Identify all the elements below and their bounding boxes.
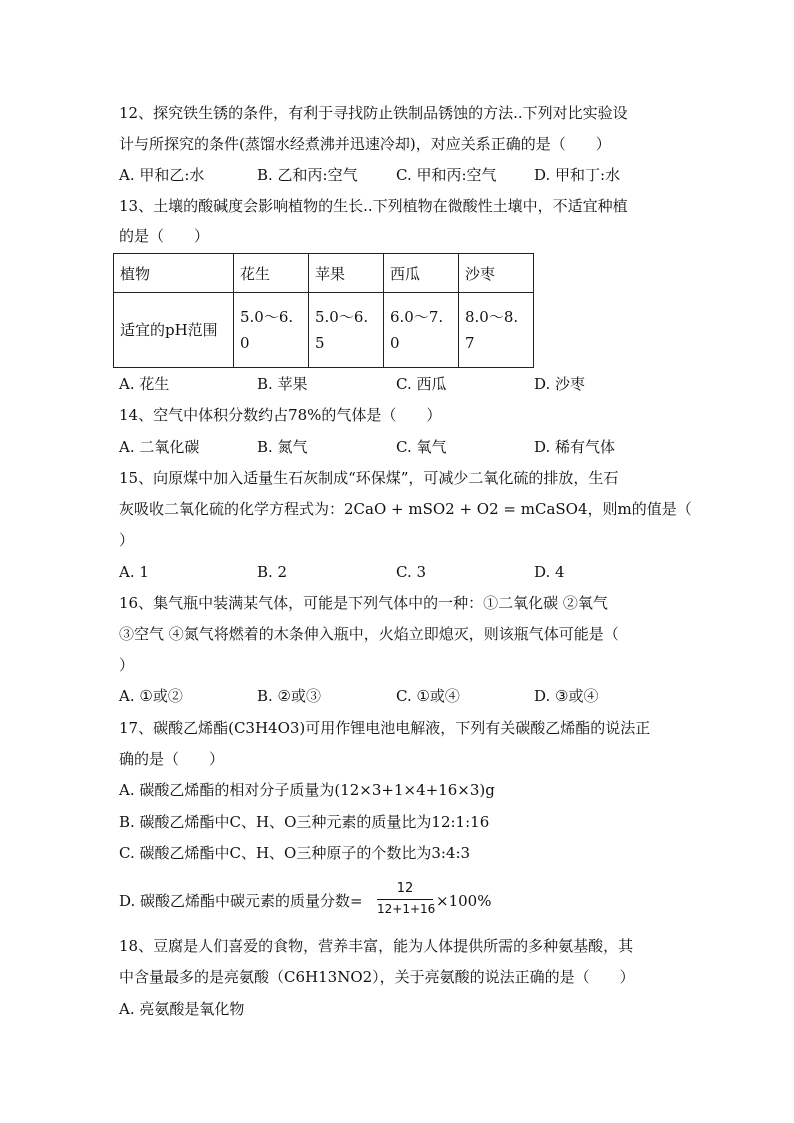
fraction-numerator: 12 xyxy=(396,881,414,896)
q15-stem-line1: 15、向原煤中加入适量生石灰制成“环保煤”，可减少二氧化硫的排放，生石 xyxy=(119,469,619,487)
ph-table-header-cell: 花生 xyxy=(234,254,309,293)
q13-option-a: A. 花生 xyxy=(119,375,170,393)
q17-option-a: A. 碳酸乙烯酯的相对分子质量为(12×3+1×4+16×3)g xyxy=(119,781,495,799)
q12-option-d: D. 甲和丁:水 xyxy=(534,166,621,184)
q14-stem: 14、空气中体积分数约占78%的气体是（ ） xyxy=(119,406,442,424)
q13-option-c: C. 西瓜 xyxy=(396,375,447,393)
q15-option-a: A. 1 xyxy=(119,563,149,581)
ph-table-cell: 8.0～8. 7 xyxy=(459,293,534,368)
q15-stem-line3: ） xyxy=(119,531,135,549)
q17-stem-line2: 确的是（ ） xyxy=(119,750,225,768)
q17-option-d-suffix: ×100% xyxy=(436,892,492,910)
q17-option-d-prefix: D. 碳酸乙烯酯中碳元素的质量分数= xyxy=(119,892,363,910)
ph-table-cell: 5.0～6. 0 xyxy=(234,293,309,368)
q18-option-a: A. 亮氨酸是氧化物 xyxy=(119,1000,245,1018)
q12-stem-line2: 计与所探究的条件(蒸馏水经煮沸并迅速冷却)，对应关系正确的是（ ） xyxy=(119,135,611,153)
ph-table-row-label: 适宜的pH范围 xyxy=(114,293,234,368)
q13-option-b: B. 苹果 xyxy=(257,375,308,393)
ph-table-cell: 6.0～7. 0 xyxy=(384,293,459,368)
ph-table-data-row xyxy=(114,293,534,368)
q14-option-b: B. 氮气 xyxy=(257,438,308,456)
q18-stem-line2: 中含量最多的是亮氨酸（C6H13NO2），关于亮氨酸的说法正确的是（ ） xyxy=(119,968,635,986)
ph-table-header-cell: 西瓜 xyxy=(384,254,459,293)
ph-table-cell: 5.0～6. 5 xyxy=(309,293,384,368)
q13-stem-line1: 13、土壤的酸碱度会影响植物的生长..下列植物在微酸性土壤中，不适宜种植 xyxy=(119,197,628,215)
q14-option-a: A. 二氧化碳 xyxy=(119,438,200,456)
q17-option-d-fraction xyxy=(377,880,436,917)
q16-stem-line2: ③空气 ④氮气将燃着的木条伸入瓶中，火焰立即熄灭，则该瓶气体可能是（ xyxy=(119,625,619,643)
q13-stem-line2: 的是（ ） xyxy=(119,227,210,245)
q12-option-b: B. 乙和丙:空气 xyxy=(257,166,358,184)
q17-option-b: B. 碳酸乙烯酯中C、H、O三种元素的质量比为12:1:16 xyxy=(119,813,490,831)
q16-option-a: A. ①或② xyxy=(119,687,183,705)
q15-option-d: D. 4 xyxy=(534,563,565,581)
q15-option-c: C. 3 xyxy=(396,563,427,581)
q17-stem-line1: 17、碳酸乙烯酯(C3H4O3)可用作锂电池电解液，下列有关碳酸乙烯酯的说法正 xyxy=(119,719,651,737)
fraction-denominator: 12+1+16 xyxy=(377,902,436,916)
ph-table-header-cell: 沙枣 xyxy=(459,254,534,293)
q16-option-c: C. ①或④ xyxy=(396,687,460,705)
q17-option-c: C. 碳酸乙烯酯中C、H、O三种原子的个数比为3:4:3 xyxy=(119,844,471,862)
ph-table xyxy=(113,253,534,368)
ph-table-header-row xyxy=(114,254,534,293)
ph-table-header-cell: 苹果 xyxy=(309,254,384,293)
q12-stem-line1: 12、探究铁生锈的条件，有利于寻找防止铁制品锈蚀的方法..下列对比实验设 xyxy=(119,104,628,122)
q16-stem-line1: 16、集气瓶中装满某气体，可能是下列气体中的一种：①二氧化碳 ②氧气 xyxy=(119,594,608,612)
q14-option-d: D. 稀有气体 xyxy=(534,438,616,456)
q12-option-c: C. 甲和丙:空气 xyxy=(396,166,497,184)
fraction-bar xyxy=(377,899,433,900)
q16-option-d: D. ③或④ xyxy=(534,687,599,705)
q13-option-d: D. 沙枣 xyxy=(534,375,586,393)
q16-option-b: B. ②或③ xyxy=(257,687,322,705)
q15-option-b: B. 2 xyxy=(257,563,288,581)
q12-option-a: A. 甲和乙:水 xyxy=(119,166,205,184)
ph-table-header-cell: 植物 xyxy=(114,254,234,293)
q18-stem-line1: 18、豆腐是人们喜爱的食物，营养丰富，能为人体提供所需的多种氨基酸，其 xyxy=(119,937,634,955)
q16-stem-line3: ） xyxy=(119,656,135,674)
q14-option-c: C. 氧气 xyxy=(396,438,447,456)
q15-stem-line2: 灰吸收二氧化硫的化学方程式为：2CaO + mSO2 + O2 = mCaSO4，则m的值是（ xyxy=(119,500,692,518)
